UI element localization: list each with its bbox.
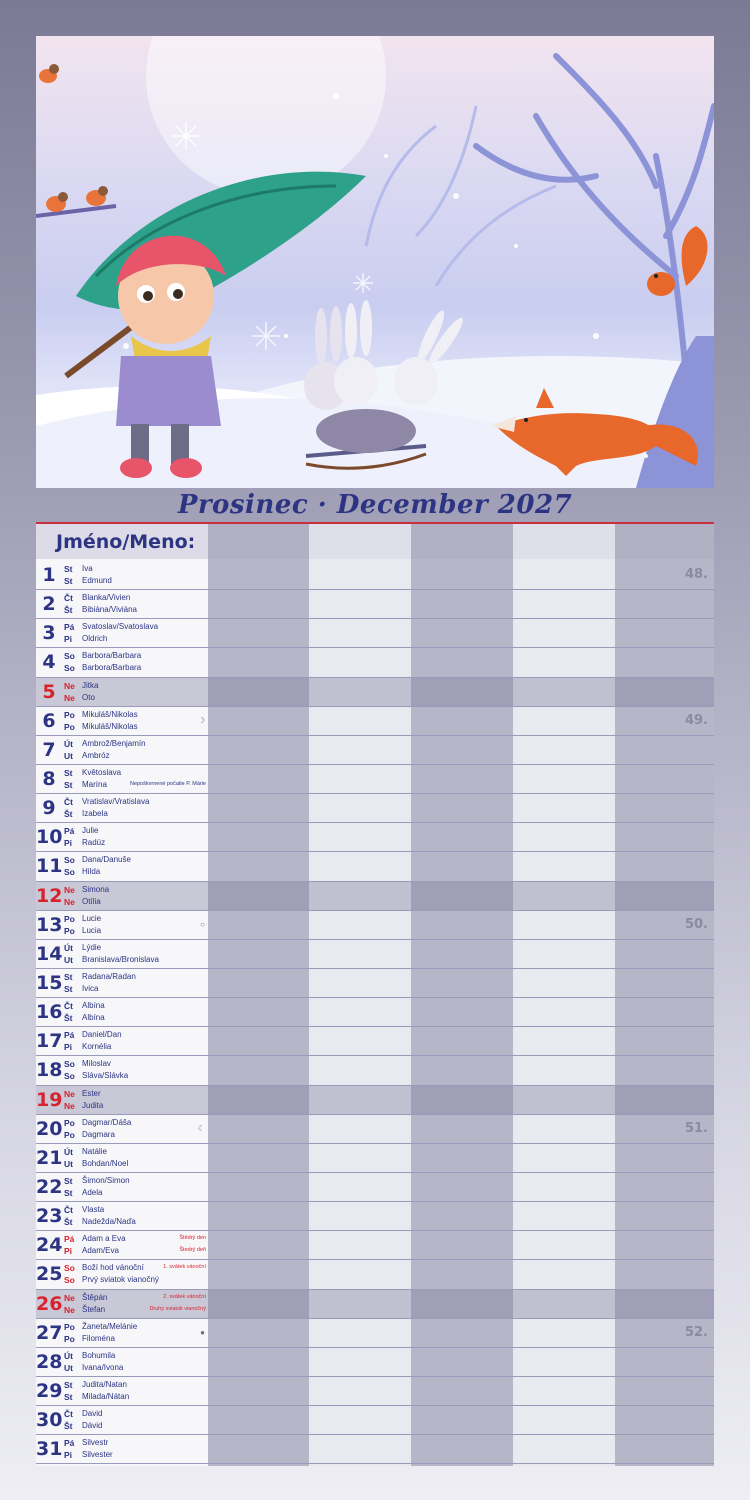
day-number: 15 xyxy=(36,971,63,994)
name-day-cz: Daniel/Dan xyxy=(82,1030,122,1040)
name-day-cz: Natálie xyxy=(82,1146,107,1156)
day-info xyxy=(36,736,208,764)
day-info xyxy=(36,1377,208,1405)
day-number: 4 xyxy=(42,651,56,674)
day-info xyxy=(36,648,208,676)
name-day-cz: Štěpán xyxy=(82,1292,108,1302)
weekday-sk: St xyxy=(64,576,73,586)
holiday-note-sk: Nepoškvrnené počatie P. Márie xyxy=(129,780,206,787)
weekday-cz: Čt xyxy=(64,797,73,808)
holiday-note-cz: 2. svátek vánoční xyxy=(163,1293,206,1300)
day-row[interactable] xyxy=(36,1319,714,1348)
name-day-cz: Svatoslav/Svatoslava xyxy=(82,622,159,632)
day-number: 24 xyxy=(36,1234,63,1257)
day-row[interactable] xyxy=(36,940,714,969)
name-day-cz: Vlasta xyxy=(82,1205,105,1215)
name-day-sk: Filoména xyxy=(82,1333,115,1343)
day-row[interactable] xyxy=(36,969,714,998)
day-row[interactable] xyxy=(36,590,714,619)
name-day-sk: Albína xyxy=(82,1013,105,1023)
name-day-cz: David xyxy=(82,1409,103,1419)
day-number: 23 xyxy=(36,1205,63,1228)
name-day-sk: Adela xyxy=(82,1187,103,1197)
name-day-sk: Hilda xyxy=(82,867,101,877)
name-day-sk: Prvý sviatok vianočný xyxy=(82,1275,159,1285)
weekday-sk: Pi xyxy=(64,1246,73,1257)
weekday-sk: Ut xyxy=(64,954,73,965)
name-day-cz: Žaneta/Melánie xyxy=(82,1321,138,1331)
weekday-sk: Št xyxy=(64,1013,73,1024)
day-number: 31 xyxy=(36,1438,63,1461)
name-day-cz: Silvestr xyxy=(82,1438,109,1448)
weekday-cz: Ne xyxy=(64,1088,75,1099)
week-number: 48. xyxy=(684,567,708,582)
name-day-sk: Radúz xyxy=(82,838,106,848)
name-day-cz: Julie xyxy=(82,826,99,836)
name-day-cz: Ester xyxy=(82,1088,101,1098)
day-number: 21 xyxy=(36,1146,63,1169)
name-day-sk: Mikuláš/Nikolas xyxy=(82,721,138,731)
day-row[interactable] xyxy=(36,1435,714,1464)
weekday-sk: Ut xyxy=(64,1158,73,1169)
week-number: 52. xyxy=(684,1324,708,1340)
day-row[interactable] xyxy=(36,1086,714,1115)
holiday-note-sk: Štedrý deň xyxy=(179,1247,206,1254)
name-day-cz: Iva xyxy=(82,564,93,573)
day-number: 14 xyxy=(36,942,63,965)
header-row xyxy=(36,524,714,559)
weekday-sk: St xyxy=(64,983,73,994)
day-number: 28 xyxy=(36,1350,63,1373)
day-number: 5 xyxy=(42,680,56,703)
day-row[interactable] xyxy=(36,765,714,794)
day-row[interactable] xyxy=(36,1056,714,1085)
weekday-sk: Ut xyxy=(64,1362,73,1373)
month-title: Prosinec · December 2027 xyxy=(177,490,573,520)
name-day-cz: Miloslav xyxy=(82,1059,111,1069)
day-row[interactable] xyxy=(36,1115,714,1144)
day-info xyxy=(36,998,208,1026)
weekday-sk: Ne xyxy=(64,1100,75,1111)
moon-phase-icon: ☽ xyxy=(197,715,205,725)
day-number: 29 xyxy=(36,1379,63,1402)
day-info xyxy=(36,1231,208,1259)
day-row[interactable] xyxy=(36,1173,714,1202)
day-number: 16 xyxy=(36,1001,63,1024)
weekday-cz: Pá xyxy=(64,622,75,633)
day-number: 11 xyxy=(36,855,63,878)
name-day-cz: Šimon/Simon xyxy=(82,1175,130,1185)
name-day-sk: Ivica xyxy=(82,983,99,993)
name-column-header: Jméno/Meno: xyxy=(36,524,208,559)
day-info xyxy=(36,707,208,735)
weekday-cz: Út xyxy=(64,942,73,953)
weekday-cz: Po xyxy=(64,1321,75,1332)
weekday-cz: St xyxy=(64,1175,73,1186)
name-day-sk: Judita xyxy=(82,1100,104,1110)
day-info xyxy=(36,765,208,793)
weekday-cz: Čt xyxy=(64,1001,73,1012)
day-number: 12 xyxy=(36,884,63,907)
weekday-sk: St xyxy=(64,1187,73,1198)
name-day-sk: Ivana/Ivona xyxy=(82,1362,124,1372)
name-day-cz: Boží hod vánoční xyxy=(82,1263,144,1273)
holiday-note-sk: Druhý sviatok vianočný xyxy=(149,1305,206,1312)
weekday-cz: St xyxy=(64,971,73,982)
name-day-sk: Ambróz xyxy=(82,750,110,760)
day-rows xyxy=(36,561,714,1464)
day-number: 7 xyxy=(42,738,56,761)
day-number: 6 xyxy=(42,709,56,732)
day-row[interactable] xyxy=(36,1260,714,1289)
week-number: 49. xyxy=(684,712,708,728)
day-number: 2 xyxy=(42,593,56,616)
day-info xyxy=(36,1290,208,1318)
day-row[interactable] xyxy=(36,882,714,911)
weekday-cz: Čt xyxy=(64,1205,73,1216)
weekday-sk: Pi xyxy=(64,838,73,849)
weekday-cz: Ne xyxy=(64,680,75,691)
name-day-sk: Edmund xyxy=(82,576,112,585)
name-day-sk: Izabela xyxy=(82,809,108,819)
name-day-sk: Kornélia xyxy=(82,1042,112,1052)
day-info xyxy=(36,561,208,589)
weekday-cz: St xyxy=(64,767,73,778)
day-row[interactable] xyxy=(36,707,714,736)
name-day-cz: Květoslava xyxy=(82,767,122,777)
name-day-sk: Štefan xyxy=(82,1304,106,1314)
day-number: 22 xyxy=(36,1175,63,1198)
day-number: 1 xyxy=(42,564,56,586)
day-info xyxy=(36,882,208,910)
name-day-sk: Marína xyxy=(82,779,107,789)
weekday-cz: Ne xyxy=(64,884,75,895)
name-day-cz: Dana/Danuše xyxy=(82,855,131,865)
weekday-cz: Út xyxy=(64,1350,73,1361)
weekday-sk: Pi xyxy=(64,1450,73,1461)
weekday-sk: St xyxy=(64,1391,73,1402)
weekday-cz: So xyxy=(64,855,75,866)
weekday-cz: Út xyxy=(64,1146,73,1157)
day-row[interactable] xyxy=(36,648,714,677)
day-info xyxy=(36,794,208,822)
day-info xyxy=(36,852,208,880)
day-info xyxy=(36,619,208,647)
week-number: 51. xyxy=(684,1120,708,1136)
name-day-cz: Adam a Eva xyxy=(82,1234,126,1244)
holiday-note-cz: 1. svátek vánoční xyxy=(163,1264,206,1271)
day-number: 26 xyxy=(36,1292,63,1315)
day-number: 13 xyxy=(36,913,63,936)
name-day-cz: Dagmar/Dáša xyxy=(82,1117,132,1127)
day-number: 3 xyxy=(42,622,56,645)
day-number: 27 xyxy=(36,1321,63,1344)
weekday-cz: Po xyxy=(64,1117,75,1128)
name-day-cz: Barbora/Barbara xyxy=(82,651,142,661)
day-number: 10 xyxy=(36,826,63,849)
day-info xyxy=(36,1144,208,1172)
day-row[interactable] xyxy=(36,1348,714,1377)
name-day-sk: Silvester xyxy=(82,1450,113,1460)
name-day-sk: Bohdan/Noel xyxy=(82,1158,129,1168)
weekday-cz: So xyxy=(64,651,75,662)
moon-phase-icon: ○ xyxy=(200,919,205,929)
weekday-sk: Ne xyxy=(64,1304,75,1315)
name-day-cz: Ambrož/Benjamín xyxy=(82,738,146,748)
day-info xyxy=(36,969,208,997)
day-info xyxy=(36,1319,208,1347)
day-row[interactable] xyxy=(36,1202,714,1231)
day-info xyxy=(36,1086,208,1114)
day-info xyxy=(36,1202,208,1230)
day-number: 9 xyxy=(42,797,56,820)
weekday-sk: St xyxy=(64,779,73,790)
name-day-cz: Lucie xyxy=(82,913,102,923)
day-info xyxy=(36,1260,208,1288)
name-day-cz: Blanka/Vivien xyxy=(82,593,131,603)
weekday-cz: Po xyxy=(64,913,75,924)
day-number: 18 xyxy=(36,1059,63,1082)
weekday-sk: Ne xyxy=(64,896,75,907)
day-row[interactable] xyxy=(36,1406,714,1435)
day-row[interactable] xyxy=(36,823,714,852)
weekday-sk: So xyxy=(64,663,75,674)
day-row[interactable] xyxy=(36,561,714,590)
weekday-sk: Pi xyxy=(64,634,73,645)
weekday-cz: St xyxy=(64,564,73,574)
day-number: 17 xyxy=(36,1030,63,1053)
name-day-sk: Barbora/Barbara xyxy=(82,663,142,673)
weekday-sk: Št xyxy=(64,605,73,616)
winter-scene-icon xyxy=(36,36,714,488)
name-day-sk: Sláva/Slávka xyxy=(82,1071,129,1081)
day-number: 8 xyxy=(42,767,56,790)
weekday-cz: So xyxy=(64,1059,75,1070)
name-day-cz: Simona xyxy=(82,884,110,894)
name-day-cz: Radana/Radan xyxy=(82,971,136,981)
name-day-sk: Branislava/Bronislava xyxy=(82,954,159,964)
day-info xyxy=(36,911,208,939)
name-day-sk: Nadežda/Naďa xyxy=(82,1217,136,1227)
day-info xyxy=(36,1173,208,1201)
weekday-cz: Út xyxy=(64,738,73,749)
weekday-cz: Pá xyxy=(64,1030,75,1041)
weekday-sk: Št xyxy=(64,1217,73,1228)
name-day-cz: Vratislav/Vratislava xyxy=(82,797,150,807)
day-row[interactable] xyxy=(36,1377,714,1406)
weekday-sk: Pi xyxy=(64,1042,73,1053)
name-day-cz: Judita/Natan xyxy=(82,1379,127,1389)
weekday-cz: Pá xyxy=(64,826,75,837)
day-info xyxy=(36,1348,208,1376)
day-row[interactable] xyxy=(36,736,714,765)
calendar-grid xyxy=(36,522,714,1466)
weekday-cz: Čt xyxy=(64,593,73,604)
name-day-sk: Lucia xyxy=(82,925,102,935)
weekday-sk: Št xyxy=(64,1421,73,1432)
day-row[interactable] xyxy=(36,1290,714,1319)
day-info xyxy=(36,940,208,968)
day-info xyxy=(36,1115,208,1143)
day-row[interactable] xyxy=(36,998,714,1027)
weekday-cz: St xyxy=(64,1379,73,1390)
weekday-sk: Po xyxy=(64,1333,75,1344)
weekday-cz: So xyxy=(64,1263,75,1274)
winter-illustration xyxy=(36,36,714,488)
day-info xyxy=(36,1435,208,1463)
day-row[interactable] xyxy=(36,852,714,881)
name-day-sk: Dagmara xyxy=(82,1129,115,1139)
day-info xyxy=(36,1027,208,1055)
weekday-sk: Ut xyxy=(64,750,73,761)
day-row[interactable] xyxy=(36,1027,714,1056)
name-day-sk: Oldrich xyxy=(82,634,108,644)
name-day-sk: Otília xyxy=(82,896,101,906)
name-day-cz: Albína xyxy=(82,1001,105,1011)
day-number: 25 xyxy=(36,1263,63,1286)
day-number: 30 xyxy=(36,1409,63,1432)
day-info xyxy=(36,1056,208,1084)
weekday-cz: Pá xyxy=(64,1234,75,1245)
day-row[interactable] xyxy=(36,1144,714,1173)
day-info xyxy=(36,678,208,706)
name-day-sk: Dávid xyxy=(82,1421,103,1431)
day-number: 19 xyxy=(36,1088,63,1111)
weekday-cz: Pá xyxy=(64,1438,75,1449)
name-day-sk: Oto xyxy=(82,692,95,702)
weekday-cz: Ne xyxy=(64,1292,75,1303)
weekday-sk: Ne xyxy=(64,692,75,703)
day-row[interactable] xyxy=(36,1231,714,1260)
weekday-sk: So xyxy=(64,1275,75,1286)
day-info xyxy=(36,1406,208,1434)
name-day-sk: Bibiána/Viviána xyxy=(82,605,138,615)
day-row[interactable] xyxy=(36,619,714,648)
weekday-sk: So xyxy=(64,1071,75,1082)
name-day-cz: Lýdie xyxy=(82,942,102,952)
weekday-sk: Po xyxy=(64,925,75,936)
day-row[interactable] xyxy=(36,678,714,707)
weekday-cz: Po xyxy=(64,709,75,720)
name-day-sk: Milada/Nátan xyxy=(82,1391,130,1401)
weekday-sk: Po xyxy=(64,1129,75,1140)
name-day-cz: Jitka xyxy=(82,680,99,690)
day-row[interactable] xyxy=(36,911,714,940)
weekday-sk: Št xyxy=(64,809,73,820)
name-day-cz: Bohumila xyxy=(82,1350,116,1360)
day-number: 20 xyxy=(36,1117,63,1140)
name-day-cz: Mikuláš/Nikolas xyxy=(82,709,138,719)
weekday-cz: Čt xyxy=(64,1409,73,1420)
name-day-sk: Adam/Eva xyxy=(82,1246,119,1256)
day-info xyxy=(36,590,208,618)
day-info xyxy=(36,823,208,851)
weekday-sk: So xyxy=(64,867,75,878)
day-row[interactable] xyxy=(36,794,714,823)
week-number: 50. xyxy=(684,916,708,932)
weekday-sk: Po xyxy=(64,721,75,732)
moon-phase-icon: ● xyxy=(200,1327,205,1337)
moon-phase-icon: ☾ xyxy=(197,1123,205,1133)
holiday-note-cz: Štědrý den xyxy=(179,1235,206,1242)
